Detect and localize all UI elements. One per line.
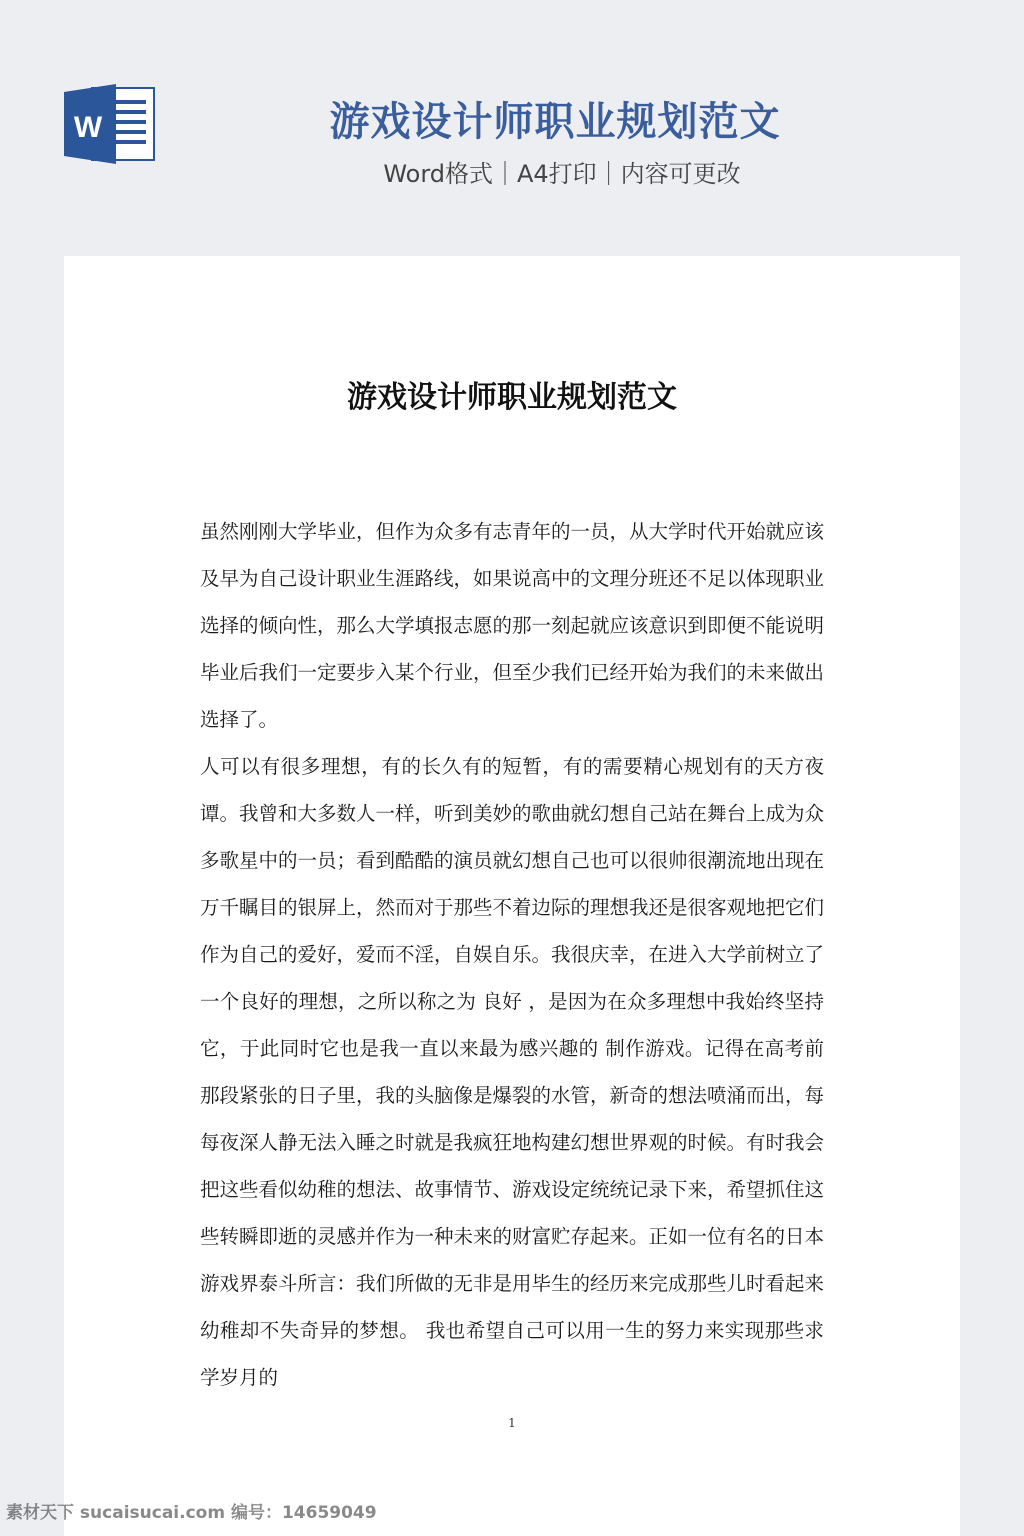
body-paragraph: 人可以有很多理想，有的长久有的短暂，有的需要精心规划有的天方夜谭。我曾和大多数人一样，听到美妙的歌曲就幻想自己站在舞台上成为众多歌星中的一员；看到酷酷的演员就幻想自己也可以很帅很潮流地出现在万千瞩目的银屏上，然而对于那些不着边际的理想我还是很客观地把它们作为自己的爱好，爱而不淫，自娱自乐。我很庆幸，在进入大学前树立了一个良好的理想，之所以称之为 良好 ，是因为在众多理想中我始终坚持它，于此同时它也是我一直以来最为感兴趣的 制作游戏。记得在高考前那段紧张的日子里，我的头脑像是爆裂的水管，新奇的想法喷涌而出，每每夜深人静无法入睡之时就是我疯狂地构建幻想世界观的时候。有时我会把这些看似幼稚的想法、故事情节、游戏设定统统记录下来，希望抓住这些转瞬即逝的灵感并作为一种未来的财富贮存起来。正如一位有名的日本游戏界泰斗所言：我们所做的无非是用毕生的经历来完成那些儿时看起来幼稚却不失奇异的梦想。 我也希望自己可以用一生的努力来实现那些求学岁月的 xyxy=(200,755,825,1389)
document-title: 游戏设计师职业规划范文 xyxy=(347,380,677,415)
body-paragraph: 虽然刚刚大学毕业，但作为众多有志青年的一员，从大学时代开始就应该及早为自己设计职业生涯路线，如果说高中的文理分班还不足以体现职业选择的倾向性，那么大学填报志愿的那一刻起就应该意识到即便不能说明毕业后我们一定要步入某个行业，但至少我们已经开始为我们的未来做出选择了。 xyxy=(200,520,825,731)
banner-subtitle: Word格式｜A4打印｜内容可更改 xyxy=(383,160,741,188)
watermark-text: 素材天下 sucaisucai.com 编号：14659049 xyxy=(6,1503,377,1523)
document-page xyxy=(64,256,960,1536)
banner-title: 游戏设计师职业规划范文 xyxy=(329,99,781,145)
page-number: 1 xyxy=(508,1416,516,1430)
word-icon-letter: W xyxy=(73,111,103,144)
header-banner xyxy=(0,0,1024,240)
document-body xyxy=(200,508,824,1401)
